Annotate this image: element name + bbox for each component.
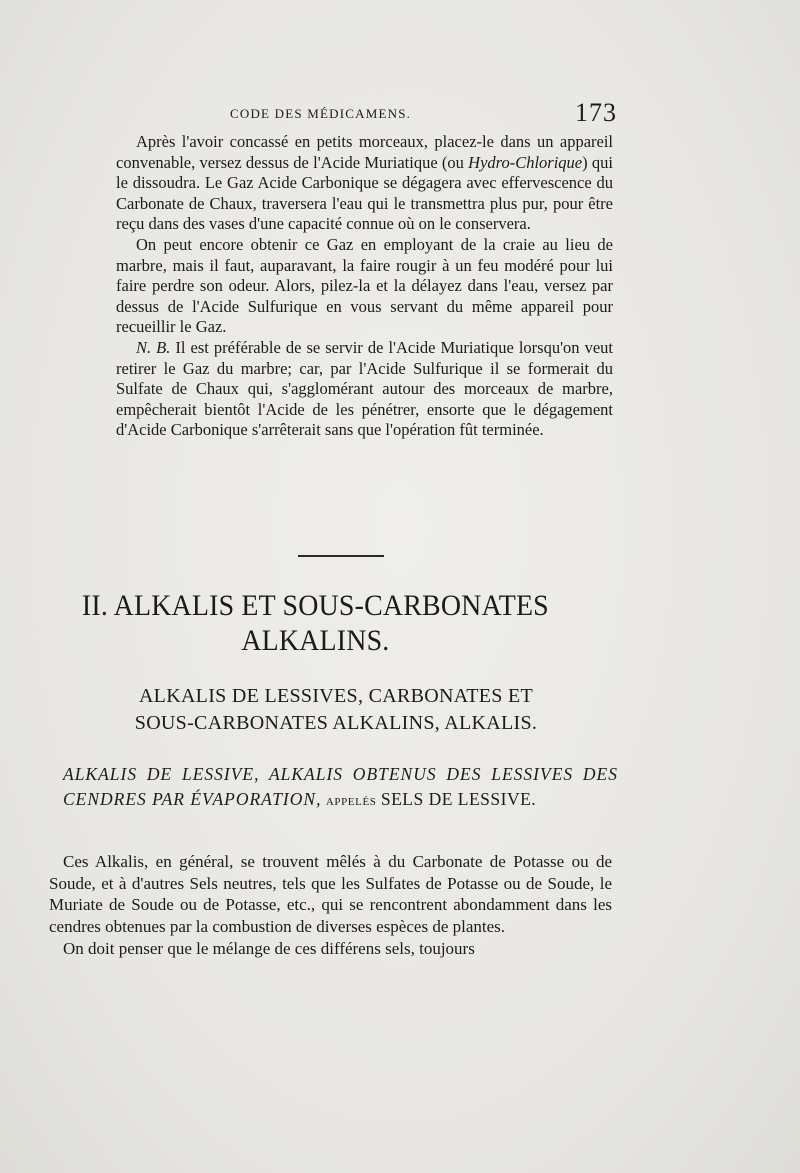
- paragraph-text: Après l'avoir concassé en petits morceaux, placez-le dans un appareil convenable, versez dessus de l'Acide Muriatique (ou: [116, 132, 613, 172]
- paragraph-text: Il est préférable de se servir de l'Acide Muriatique lorsqu'on veut retirer le Gaz du marbre; car, par l'Acide Sulfurique il se formerait du Sulfate de Chaux qui, s'agglomérant autour des morceaux de marbre, empêcherait bientôt l'Acide de les pénétrer, ensorte que le dégagement d'Acide Carbonique s'arrêterait sans que l'opération fût terminée.: [116, 337, 613, 440]
- subsection-title: [56, 683, 616, 737]
- subsection-title-line: SOUS-CARBONATES ALKALINS, ALKALIS.: [134, 712, 538, 734]
- entry-heading: [63, 762, 618, 815]
- subsection-title-line: ALKALIS DE LESSIVES, CARBONATES ET: [138, 685, 534, 707]
- page-number: 173: [575, 98, 617, 127]
- running-head: CODE DES MÉDICAMENS.: [230, 106, 412, 121]
- paragraph: On doit penser que le mélange de ces différens sels, toujours: [63, 938, 475, 958]
- entry-heading-called: APPELÉS: [325, 796, 377, 808]
- section-title-line: II. ALKALIS ET SOUS-CARBONATES: [81, 589, 549, 622]
- paragraph: On peut encore obtenir ce Gaz en employant de la craie au lieu de marbre, mais il faut, auparavant, la faire rougir à un feu modéré pour lui faire perdre son odeur. Alors, pilez-la et la délayez dans l'eau, versez par dessus de l'Acide Sulfurique en vous servant du même appareil pour recueillir le Gaz.: [116, 234, 613, 337]
- section-title: [55, 588, 576, 658]
- entry-heading-italic: ALKALIS DE LESSIVE, ALKALIS OBTENUS DES LESSIVES DES CENDRES PAR ÉVAPORATION,: [63, 764, 618, 809]
- section-divider: [298, 555, 384, 557]
- paragraph: [116, 132, 613, 235]
- text-block-carbonic-gas: [116, 132, 613, 441]
- entry-heading-name: SELS DE LESSIVE.: [380, 789, 537, 809]
- section-title-line: ALKALINS.: [241, 624, 390, 657]
- paragraph: Ces Alkalis, en général, se trouvent mêlés à du Carbonate de Potasse ou de Soude, et à d'autres Sels neutres, tels que les Sulfates de Potasse ou de Soude, le Muriate de Soude ou de Potasse, etc., qui se rencontrent abondamment dans les cendres obtenues par la combustion de diverses espèces de plantes.: [49, 852, 612, 937]
- italic-term: Hydro-Chlorique: [468, 152, 583, 172]
- paragraph-text: ) qui le dissoudra. Le Gaz Acide Carbonique se dégagera avec effervescence du Carbonate de Chaux, traversera l'eau qui le transmettra plus pur, pour être reçu dans des vases d'une capacité connue où on le conservera.: [116, 152, 613, 234]
- text-block-alkalis: [49, 851, 612, 960]
- nota-bene-label: N. B.: [136, 337, 171, 357]
- paragraph-nota-bene: [116, 338, 613, 441]
